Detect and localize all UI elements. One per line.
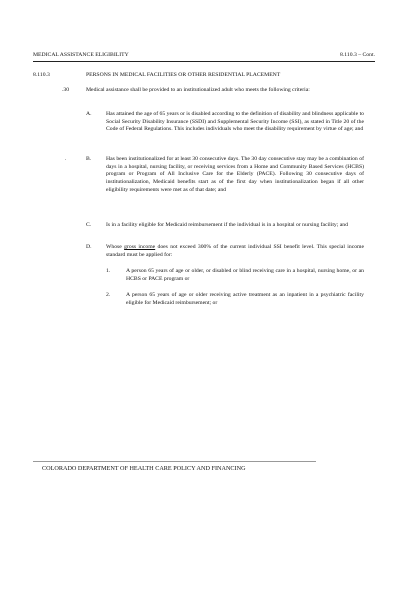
item-letter-d: D. (86, 244, 92, 250)
item-letter-a: A. (86, 111, 92, 117)
subitem-text-2: A person 65 years of age or older receiving active treatment as an inpatient in a psychiatric facility eligible for Medicaid reimbursement; or (126, 292, 364, 306)
footer-divider (33, 461, 316, 462)
item-text-a: Has attained the age of 65 years or is disabled according to the definition of disability and blindness applicable to Social Security Disability Insurance (SSDI) and Supplemental Security Income (SSI), as stated in Title 20 of the Code of Federal Regulations. This includes individuals who meet the disability requirement by virtue of age; and (106, 111, 364, 133)
item-text-b: Has been institutionalized for at least 30 consecutive days. The 30 day consecutive stay may be a combination of days in a hospital, nursing facility, or receiving services from a Home and Community Based Services (HCBS) program or Program of All Inclusive Care for the Elderly (PACE). Following 30 consecutive days of institutionalization, Medicaid benefits start as of the first day when institutionalization began if all other eligibility requirements were met as of that date; and (106, 156, 364, 193)
subitem-number-2: 2. (106, 292, 111, 298)
subitem-number-1: 1. (106, 268, 111, 274)
item-letter-b: B. (86, 156, 92, 162)
item-text-d-after: does not exceed 300% of the current individual SSI benefit level. This special income standard must be applied for: (106, 244, 365, 258)
section-title: PERSONS IN MEDICAL FACILITIES OR OTHER RESIDENTIAL PLACEMENT (86, 72, 281, 78)
item-text-d (106, 244, 364, 259)
header-section-ref: 8.110.3 – Cont. (339, 52, 375, 58)
gross-income-term: gross income (124, 244, 156, 250)
item-text-d-before: Whose (106, 244, 125, 250)
item-letter-c: C. (86, 222, 92, 228)
subitem-text-1: A person 65 years of age or older, or disabled or blind receiving care in a hospital, nursing home, or an HCBS or PACE program or (126, 268, 364, 282)
section-number: 8.110.3 (33, 72, 50, 78)
page-footer: COLORADO DEPARTMENT OF HEALTH CARE POLICY AND FINANCING (42, 465, 246, 472)
item-text-c: Is in a facility eligible for Medicaid reimbursement if the individual is in a hospital or nursing facility; and (106, 222, 348, 228)
stray-mark: . (65, 156, 67, 162)
paragraph-text: Medical assistance shall be provided to an institutionalized adult who meets the following criteria: (86, 87, 310, 93)
page-header (33, 52, 375, 62)
header-title: MEDICAL ASSISTANCE ELIGIBILITY (33, 52, 129, 58)
paragraph-number: .30 (62, 87, 70, 93)
